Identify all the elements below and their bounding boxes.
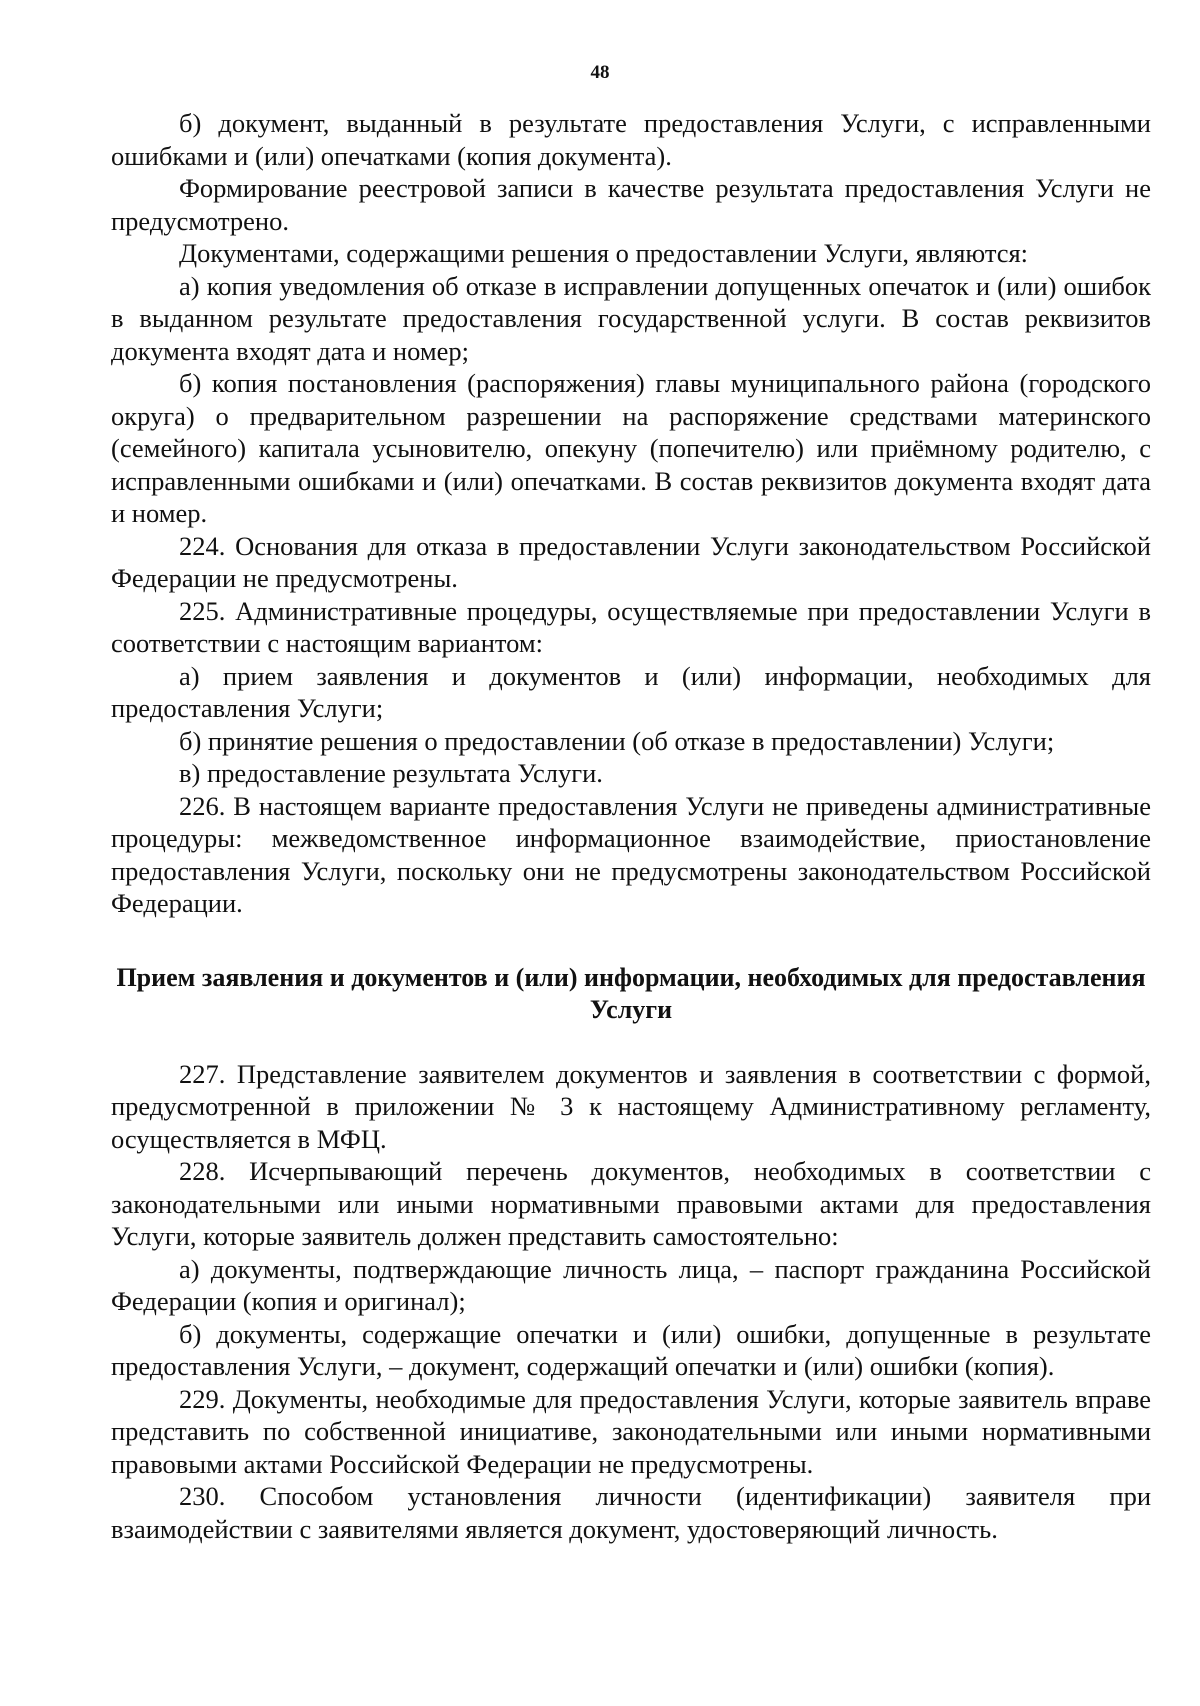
paragraph: а) документы, подтверждающие личность лица, – паспорт гражданина Российской Федерации (копия и оригинал); [111, 1253, 1151, 1316]
paragraph: б) копия постановления (распоряжения) главы муниципального района (городского округа) о предварительном разрешении на распоряжение средствами материнского (семейного) капитала усыновителю, опекуну (попечителю) или приёмному родителю, с исправленными ошибками и (или) опечатками. В состав реквизитов документа входят дата и номер. [111, 368, 1151, 528]
paragraph: а) копия уведомления об отказе в исправлении допущенных опечаток и (или) ошибок в выданном результате предоставления государственной услуги. В состав реквизитов документа входят дата и номер; [111, 270, 1151, 366]
document-body [111, 107, 1151, 1545]
paragraph: 229. Документы, необходимые для предоставления Услуги, которые заявитель вправе представить по собственной инициативе, законодательными или иными нормативными правовыми актами Российской Федерации не предусмотрены. [111, 1383, 1151, 1479]
paragraph: в) предоставление результата Услуги. [179, 758, 603, 788]
paragraph: б) документ, выданный в результате предоставления Услуги, с исправленными ошибками и (или) опечатками (копия документа). [111, 108, 1151, 171]
paragraph: Документами, содержащими решения о предоставлении Услуги, являются: [179, 238, 1029, 268]
paragraph: 228. Исчерпывающий перечень документов, необходимых в соответствии с законодательными или иными нормативными правовыми актами для предоставления Услуги, которые заявитель должен представить самостоятельно: [111, 1156, 1151, 1251]
paragraph: 226. В настоящем варианте предоставления Услуги не приведены административные процедуры: межведомственное информационное взаимодействие, приостановление предоставления Услуги, поскольку они не предусмотрены законодательством Российской Федерации. [111, 790, 1151, 918]
paragraph: 224. Основания для отказа в предоставлении Услуги законодательством Российской Федерации не предусмотрены. [111, 530, 1151, 593]
paragraph: а) прием заявления и документов и (или) информации, необходимых для предоставления Услуги; [111, 660, 1151, 723]
section-heading: Прием заявления и документов и (или) информации, необходимых для предоставления Услуги [116, 962, 1146, 1024]
page-number: 48 [590, 62, 610, 83]
paragraph: 227. Представление заявителем документов и заявления в соответствии с формой, предусмотренной в приложении № 3 к настоящему Административному регламенту, осуществляется в МФЦ. [111, 1058, 1151, 1154]
paragraph: б) документы, содержащие опечатки и (или) ошибки, допущенные в результате предоставления Услуги, – документ, содержащий опечатки и (или) ошибки (копия). [111, 1318, 1151, 1381]
paragraph: Формирование реестровой записи в качестве результата предоставления Услуги не предусмотрено. [111, 173, 1151, 236]
paragraph: б) принятие решения о предоставлении (об отказе в предоставлении) Услуги; [179, 725, 1055, 756]
paragraph: 225. Административные процедуры, осуществляемые при предоставлении Услуги в соответствии с настоящим вариантом: [111, 595, 1151, 658]
paragraph: 230. Способом установления личности (идентификации) заявителя при взаимодействии с заявителями является документ, удостоверяющий личность. [111, 1481, 1151, 1544]
